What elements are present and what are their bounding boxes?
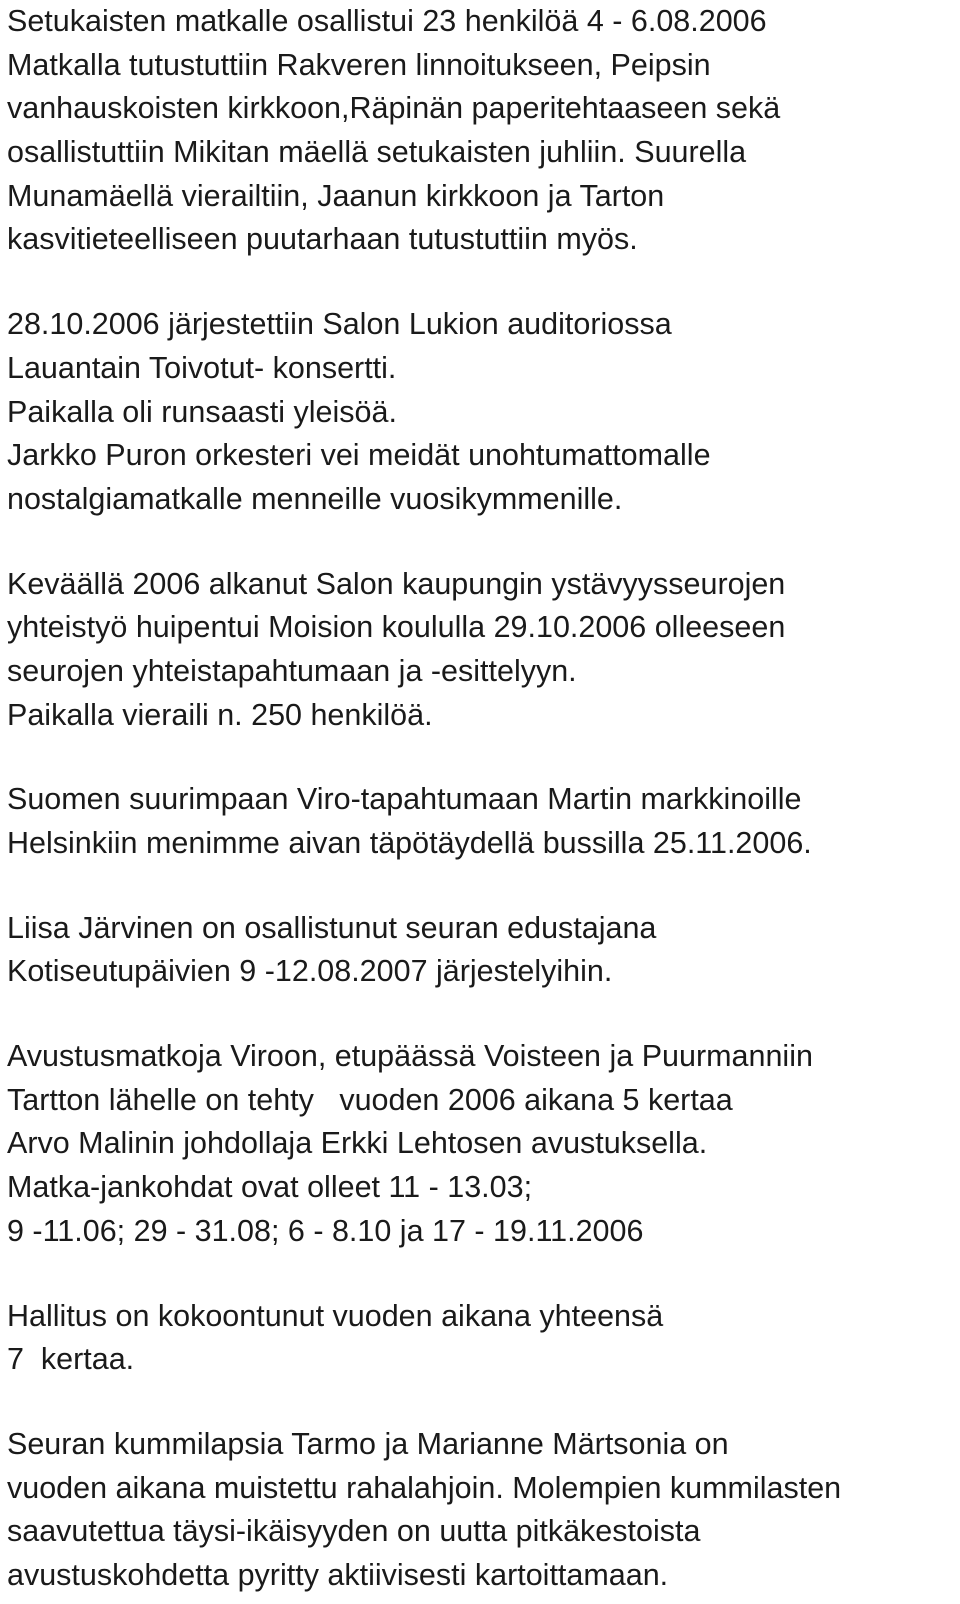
paragraph-gap: [7, 522, 957, 563]
text-line: Munamäellä vierailtiin, Jaanun kirkkoon ja Tarton: [7, 178, 665, 213]
text-line: Matkalla tutustuttiin Rakveren linnoitukseen, Peipsin: [7, 47, 711, 82]
paragraph-sponsored-children: [7, 1423, 957, 1598]
paragraph-concert: [7, 303, 957, 521]
text-line: Seuran kummilapsia Tarmo ja Marianne Märtsonia on: [7, 1426, 729, 1461]
paragraph-gap: [7, 262, 957, 303]
text-line: nostalgiamatkalle menneille vuosikymmenille.: [7, 481, 623, 516]
paragraph-gap: [7, 737, 957, 778]
paragraph-gap: [7, 866, 957, 907]
text-line: kasvitieteelliseen puutarhaan tutustuttiin myös.: [7, 222, 638, 257]
text-line: vuoden aikana muistettu rahalahjoin. Molempien kummilasten: [7, 1470, 842, 1505]
text-line: Liisa Järvinen on osallistunut seuran edustajana: [7, 910, 657, 945]
paragraph-setu-trip: [7, 0, 957, 262]
text-line: vanhauskoisten kirkkoon,Räpinän paperitehtaaseen sekä: [7, 91, 781, 126]
text-line: 9 -11.06; 29 - 31.08; 6 - 8.10 ja 17 - 19.11.2006: [7, 1213, 644, 1248]
document-page: [7, 0, 957, 1598]
text-line: osallistuttiin Mikitan mäellä setukaisten juhliin. Suurella: [7, 135, 747, 170]
text-line: seurojen yhteistapahtumaan ja -esittelyyn.: [7, 653, 577, 688]
text-line: 7 kertaa.: [7, 1342, 135, 1377]
text-line: Kotiseutupäivien 9 -12.08.2007 järjestelyihin.: [7, 954, 613, 989]
text-line: Suomen suurimpaan Viro-tapahtumaan Martin markkinoille: [7, 782, 802, 817]
text-line: avustuskohdetta pyritty aktiivisesti kartoittamaan.: [7, 1557, 669, 1592]
text-line: Hallitus on kokoontunut vuoden aikana yhteensä: [7, 1298, 664, 1333]
text-line: Helsinkiin menimme aivan täpötäydellä bussilla 25.11.2006.: [7, 826, 812, 860]
text-line: Matka-jankohdat ovat olleet 11 - 13.03;: [7, 1170, 533, 1205]
paragraph-gap: [7, 1382, 957, 1423]
text-line: Keväällä 2006 alkanut Salon kaupungin ystävyysseurojen: [7, 566, 786, 601]
text-line: Jarkko Puron orkesteri vei meidät unohtumattomalle: [7, 438, 711, 473]
paragraph-board-meetings: [7, 1295, 957, 1382]
paragraph-aid-trips: [7, 1035, 957, 1253]
text-line: Arvo Malinin johdollaja Erkki Lehtosen avustuksella.: [7, 1126, 708, 1161]
text-line: Paikalla vieraili n. 250 henkilöä.: [7, 697, 433, 732]
text-line: saavutettua täysi-ikäisyyden on uutta pitkäkestoista: [7, 1514, 701, 1549]
text-line: yhteistyö huipentui Moision koululla 29.10.2006 olleeseen: [7, 610, 786, 645]
paragraph-gap: [7, 1254, 957, 1295]
text-line: Lauantain Toivotut- konsertti.: [7, 350, 397, 385]
text-line: Paikalla oli runsaasti yleisöä.: [7, 394, 397, 429]
text-line: 28.10.2006 järjestettiin Salon Lukion auditoriossa: [7, 307, 672, 342]
paragraph-gap: [7, 994, 957, 1035]
paragraph-martin-market: [7, 778, 957, 865]
paragraph-friendship-societies: [7, 563, 957, 738]
text-line: Tartton lähelle on tehty vuoden 2006 aikana 5 kertaa: [7, 1082, 733, 1117]
text-line: Avustusmatkoja Viroon, etupäässä Voisteen ja Puurmanniin: [7, 1039, 813, 1074]
text-line: Setukaisten matkalle osallistui 23 henkilöä 4 - 6.08.2006: [7, 4, 767, 38]
paragraph-home-district-days: [7, 907, 957, 994]
